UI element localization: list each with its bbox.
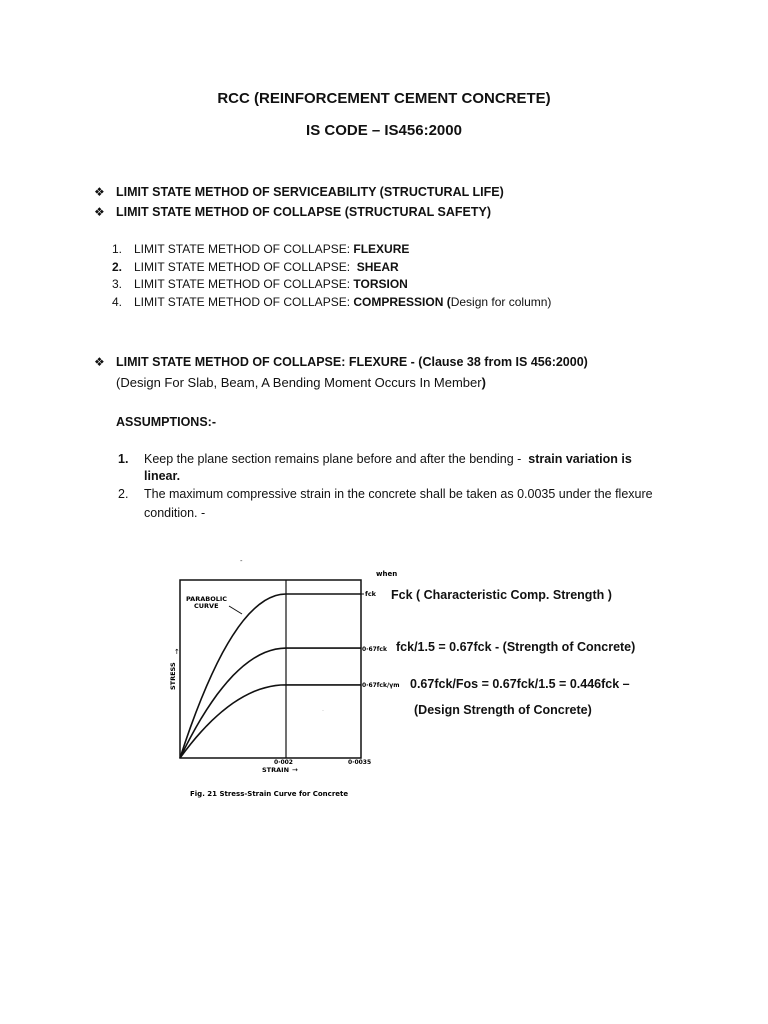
curve-design	[180, 685, 361, 758]
diamond-bullet-icon: ❖	[94, 185, 105, 199]
diamond-bullet-icon: ❖	[94, 205, 105, 219]
collapse-list-item	[112, 277, 408, 291]
assumption-text: Keep the plane section remains plane before and after the bending -	[144, 452, 525, 466]
assumptions-label: ASSUMPTIONS:-	[116, 415, 216, 429]
curve-label-pointer	[229, 606, 242, 614]
x-tick-1: 0·002	[274, 759, 293, 766]
level-label-067: 0·67fck	[362, 646, 387, 653]
method-item	[94, 185, 504, 199]
diamond-bullet-icon: ❖	[94, 355, 105, 369]
flexure-heading	[94, 355, 588, 369]
annotation-design-label: (Design Strength of Concrete)	[414, 703, 592, 717]
x-axis-label: STRAIN	[262, 766, 290, 774]
list-bold: TORSION	[353, 277, 408, 291]
assumption-item	[118, 487, 653, 501]
list-number: 3.	[112, 277, 123, 291]
x-axis-arrow-icon: →	[292, 766, 298, 774]
curve-label-1: PARABOLIC	[186, 595, 228, 603]
level-label-design: 0·67fck/γm	[362, 682, 400, 689]
list-number: 4.	[112, 295, 123, 309]
method-label: LIMIT STATE METHOD OF COLLAPSE (STRUCTURAL SAFETY)	[116, 205, 491, 219]
annotation-strength: fck/1.5 = 0.67fck - (Strength of Concrete)	[396, 640, 636, 654]
level-label-fck: fck	[365, 590, 377, 598]
stress-strain-figure	[150, 550, 420, 810]
collapse-list-item	[112, 242, 409, 256]
flexure-note	[116, 375, 486, 390]
list-text: LIMIT STATE METHOD OF COLLAPSE:	[134, 242, 354, 256]
assumption-item	[118, 452, 632, 466]
list-suffix: Design for column)	[450, 295, 552, 309]
annotation-design: 0.67fck/Fos = 0.67fck/1.5 = 0.446fck –	[410, 677, 630, 691]
list-bold: SHEAR	[356, 260, 399, 274]
list-bold: COMPRESSION (	[353, 295, 451, 309]
when-label: when	[376, 570, 398, 578]
page-subtitle: IS CODE – IS456:2000	[306, 122, 462, 139]
x-tick-2: 0·0035	[348, 759, 372, 766]
method-label: LIMIT STATE METHOD OF SERVICEABILITY (STRUCTURAL LIFE)	[116, 185, 504, 199]
flexure-note-text: (Design For Slab, Beam, A Bending Moment Occurs In Member	[116, 375, 482, 390]
assumption-text: The maximum compressive strain in the concrete shall be taken as 0.0035 under the flexure	[144, 487, 653, 501]
y-axis-arrow-icon: ↑	[174, 648, 180, 656]
flexure-heading-text: LIMIT STATE METHOD OF COLLAPSE: FLEXURE - (Clause 38 from IS 456:2000)	[116, 355, 588, 369]
assumption-continuation: condition. -	[144, 506, 206, 520]
curve-fck	[180, 594, 361, 758]
list-bold: FLEXURE	[353, 242, 410, 256]
assumption-number: 1.	[118, 452, 129, 466]
list-text: LIMIT STATE METHOD OF COLLAPSE:	[134, 277, 354, 291]
collapse-list-item	[112, 295, 551, 309]
assumption-continuation: linear.	[144, 469, 181, 483]
small-mark: -	[240, 557, 243, 565]
list-text: LIMIT STATE METHOD OF COLLAPSE:	[134, 295, 354, 309]
list-number: 2.	[112, 260, 123, 274]
curve-067fck	[180, 648, 361, 758]
assumption-bold: strain variation is	[524, 452, 632, 466]
collapse-list-item	[112, 260, 399, 274]
list-number: 1.	[112, 242, 123, 256]
page-title: RCC (REINFORCEMENT CEMENT CONCRETE)	[217, 90, 551, 107]
list-text: LIMIT STATE METHOD OF COLLAPSE:	[134, 260, 357, 274]
method-item	[94, 205, 491, 219]
flexure-note-end: )	[481, 375, 486, 390]
annotation-fck: Fck ( Characteristic Comp. Strength )	[391, 588, 612, 602]
stray-dot: ·	[322, 708, 324, 714]
figure-caption: Fig. 21 Stress-Strain Curve for Concrete	[190, 790, 349, 798]
y-axis-label: STRESS	[169, 662, 177, 690]
curve-label-2: CURVE	[194, 602, 219, 610]
assumption-number: 2.	[118, 487, 129, 501]
